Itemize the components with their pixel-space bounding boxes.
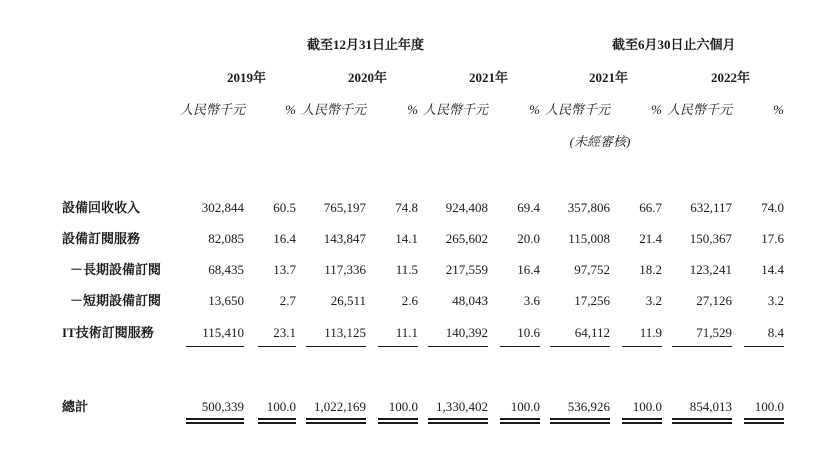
table-cell: 97,752 bbox=[574, 262, 610, 277]
total-double-underline bbox=[186, 418, 244, 424]
table-cell: 265,602 bbox=[445, 231, 488, 246]
total-double-underline bbox=[672, 418, 732, 424]
table-cell: 14.4 bbox=[761, 262, 784, 277]
year-header: 2021年 bbox=[469, 70, 509, 85]
unit-rmb: 人民幣千元 bbox=[180, 102, 246, 117]
year-header: 2020年 bbox=[348, 70, 388, 85]
total-label: 總計 bbox=[62, 399, 89, 414]
unit-rmb: 人民幣千元 bbox=[300, 102, 366, 117]
table-cell: 140,392 bbox=[445, 325, 488, 340]
table-cell: 27,126 bbox=[696, 293, 732, 308]
unit-rmb: 人民幣千元 bbox=[544, 102, 610, 117]
table-cell: 14.1 bbox=[395, 231, 418, 246]
total-double-underline bbox=[744, 418, 784, 424]
table-cell: 16.4 bbox=[273, 231, 296, 246]
table-cell: 71,529 bbox=[696, 325, 732, 340]
table-cell: 115,410 bbox=[202, 325, 244, 340]
total-cell: 100.0 bbox=[266, 399, 296, 414]
total-cell: 100.0 bbox=[632, 399, 662, 414]
total-double-underline bbox=[550, 418, 610, 424]
table-cell: 8.4 bbox=[767, 325, 784, 340]
total-cell: 100.0 bbox=[388, 399, 418, 414]
table-cell: 13.7 bbox=[273, 262, 296, 277]
total-double-underline bbox=[622, 418, 662, 424]
table-cell: 3.2 bbox=[767, 293, 784, 308]
table-cell: 2.7 bbox=[279, 293, 296, 308]
total-double-underline bbox=[258, 418, 296, 424]
total-cell: 1,022,169 bbox=[314, 399, 366, 414]
table-cell: 74.8 bbox=[395, 200, 418, 215]
table-cell: 123,241 bbox=[689, 262, 732, 277]
subtotal-underline bbox=[744, 346, 784, 347]
row-label: －短期設備訂閱 bbox=[70, 293, 162, 308]
unaudited-note: (未經審核) bbox=[569, 134, 631, 149]
total-double-underline bbox=[500, 418, 540, 424]
total-cell: 536,926 bbox=[567, 399, 610, 414]
table-cell: 23.1 bbox=[273, 325, 296, 340]
header-six-months: 截至6月30日止六個月 bbox=[612, 37, 736, 52]
unit-rmb: 人民幣千元 bbox=[422, 102, 488, 117]
unit-pct: % bbox=[407, 102, 418, 117]
unit-pct: % bbox=[651, 102, 662, 117]
table-cell: 3.6 bbox=[523, 293, 540, 308]
table-cell: 68,435 bbox=[208, 262, 244, 277]
table-cell: 115,008 bbox=[568, 231, 610, 246]
total-cell: 100.0 bbox=[754, 399, 784, 414]
unit-rmb: 人民幣千元 bbox=[666, 102, 732, 117]
table-cell: 48,043 bbox=[452, 293, 488, 308]
unit-pct: % bbox=[773, 102, 784, 117]
subtotal-underline bbox=[378, 346, 418, 347]
subtotal-underline bbox=[186, 346, 244, 347]
table-cell: 117,336 bbox=[324, 262, 366, 277]
subtotal-underline bbox=[622, 346, 662, 347]
table-cell: 113,125 bbox=[324, 325, 366, 340]
table-cell: 3.2 bbox=[645, 293, 662, 308]
table-cell: 302,844 bbox=[201, 200, 244, 215]
subtotal-underline bbox=[672, 346, 732, 347]
year-header: 2019年 bbox=[227, 70, 267, 85]
subtotal-underline bbox=[258, 346, 296, 347]
row-label: 設備訂閱服務 bbox=[62, 231, 141, 246]
table-cell: 17.6 bbox=[761, 231, 784, 246]
table-cell: 64,112 bbox=[574, 325, 610, 340]
table-cell: 217,559 bbox=[445, 262, 488, 277]
table-cell: 74.0 bbox=[761, 200, 784, 215]
table-cell: 69.4 bbox=[517, 200, 540, 215]
unit-pct: % bbox=[529, 102, 540, 117]
table-cell: 11.9 bbox=[639, 325, 662, 340]
unit-pct: % bbox=[285, 102, 296, 117]
total-double-underline bbox=[378, 418, 418, 424]
table-cell: 60.5 bbox=[273, 200, 296, 215]
year-header: 2021年 bbox=[589, 70, 629, 85]
total-cell: 1,330,402 bbox=[436, 399, 488, 414]
table-cell: 20.0 bbox=[517, 231, 540, 246]
table-cell: 21.4 bbox=[639, 231, 662, 246]
total-cell: 100.0 bbox=[510, 399, 540, 414]
row-label: －長期設備訂閱 bbox=[70, 262, 162, 277]
table-cell: 10.6 bbox=[517, 325, 540, 340]
subtotal-underline bbox=[306, 346, 366, 347]
header-full-year: 截至12月31日止年度 bbox=[307, 37, 425, 52]
table-cell: 11.5 bbox=[395, 262, 418, 277]
row-label: IT技術訂閱服務 bbox=[62, 325, 154, 340]
total-double-underline bbox=[306, 418, 366, 424]
row-label: 設備回收收入 bbox=[62, 200, 141, 215]
table-cell: 150,367 bbox=[689, 231, 732, 246]
table-cell: 26,511 bbox=[330, 293, 366, 308]
total-cell: 500,339 bbox=[201, 399, 244, 414]
table-cell: 16.4 bbox=[517, 262, 540, 277]
table-cell: 924,408 bbox=[445, 200, 488, 215]
table-cell: 357,806 bbox=[567, 200, 610, 215]
subtotal-underline bbox=[428, 346, 488, 347]
table-cell: 66.7 bbox=[639, 200, 662, 215]
table-cell: 632,117 bbox=[690, 200, 732, 215]
table-cell: 765,197 bbox=[323, 200, 366, 215]
table-cell: 82,085 bbox=[208, 231, 244, 246]
table-cell: 143,847 bbox=[323, 231, 366, 246]
table-cell: 11.1 bbox=[395, 325, 418, 340]
total-cell: 854,013 bbox=[689, 399, 732, 414]
table-cell: 18.2 bbox=[639, 262, 662, 277]
table-cell: 2.6 bbox=[401, 293, 418, 308]
total-double-underline bbox=[428, 418, 488, 424]
table-cell: 17,256 bbox=[574, 293, 610, 308]
year-header: 2022年 bbox=[711, 70, 751, 85]
subtotal-underline bbox=[550, 346, 610, 347]
table-cell: 13,650 bbox=[208, 293, 244, 308]
subtotal-underline bbox=[500, 346, 540, 347]
